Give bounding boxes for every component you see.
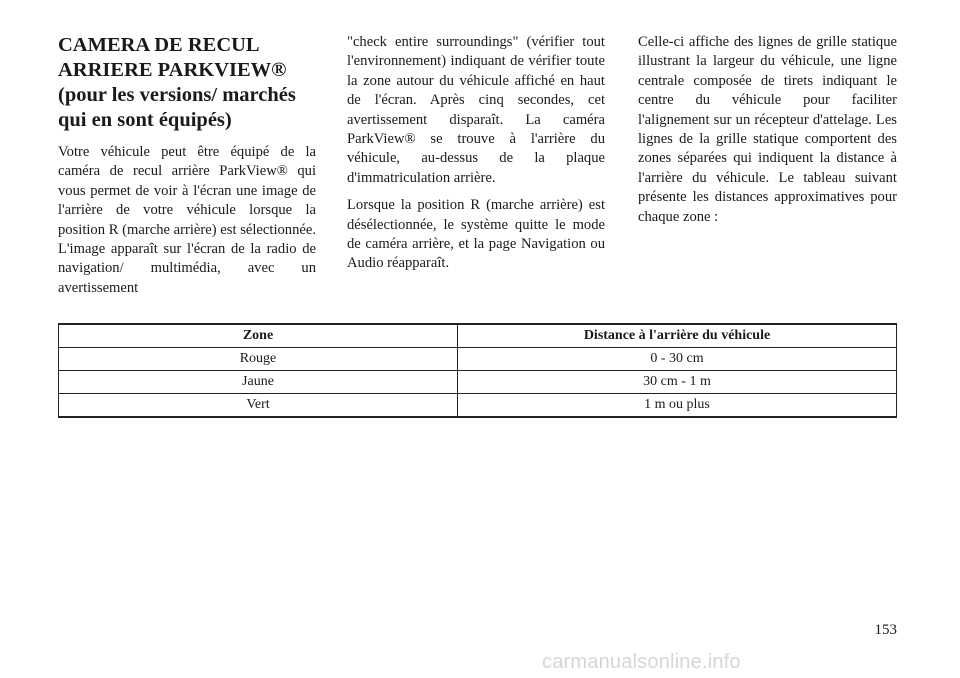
deselect-paragraph: Lorsque la position R (marche arrière) est désélectionnée, le système quitte le mode de caméra arrière, et la page Navigation ou Audio réapparaît. bbox=[347, 197, 605, 272]
distance-cell: 1 m ou plus bbox=[458, 394, 897, 418]
intro-paragraph: Votre véhicule peut être équipé de la caméra de recul arrière ParkView® qui vous permet de voir à l'écran une image de l'arrière de votre véhicule lorsque la position R (marche arrière) est sélectionnée. L'image apparaît sur l'écran de la radio de navigation/ multimédia, avec un avertissement bbox=[58, 144, 316, 296]
section-heading: CAMERA DE RECUL ARRIERE PARKVIEW® (pour les versions/ marchés qui en sont équipés) bbox=[58, 34, 296, 131]
column-2 bbox=[347, 33, 605, 282]
column-3 bbox=[638, 33, 897, 235]
table-header-row bbox=[59, 324, 897, 348]
warning-paragraph: "check entire surroundings" (vérifier tout l'environnement) indiquant de vérifier toute la zone autour du véhicule affiché en haut de l'écran. Après cinq secondes, cet avertissement disparaît. La caméra ParkView® se trouve à l'arrière du véhicule, au-dessus de la plaque d'immatriculation arrière. bbox=[347, 34, 605, 186]
distance-cell: 0 - 30 cm bbox=[458, 348, 897, 371]
table-row bbox=[59, 371, 897, 394]
header-distance: Distance à l'arrière du véhicule bbox=[458, 324, 897, 348]
grid-lines-paragraph: Celle-ci affiche des lignes de grille statique illustrant la largeur du véhicule, une ligne centrale composée de tirets indiquant le centre du véhicule pour faciliter l'alignement sur un récepteur d'attelage. Les lignes de la grille statique comportent des zones séparées qui indiquent la distance à l'arrière du véhicule. Le tableau suivant présente les distances approximatives pour chaque zone : bbox=[638, 34, 897, 225]
column-1 bbox=[58, 33, 316, 306]
zone-distance-table bbox=[58, 323, 897, 418]
zone-cell: Jaune bbox=[59, 371, 458, 394]
page-number: 153 bbox=[874, 622, 897, 638]
watermark: carmanualsonline.info bbox=[542, 651, 741, 673]
table-row bbox=[59, 394, 897, 418]
distance-cell: 30 cm - 1 m bbox=[458, 371, 897, 394]
zone-cell: Rouge bbox=[59, 348, 458, 371]
header-zone: Zone bbox=[59, 324, 458, 348]
zone-cell: Vert bbox=[59, 394, 458, 418]
table-row bbox=[59, 348, 897, 371]
